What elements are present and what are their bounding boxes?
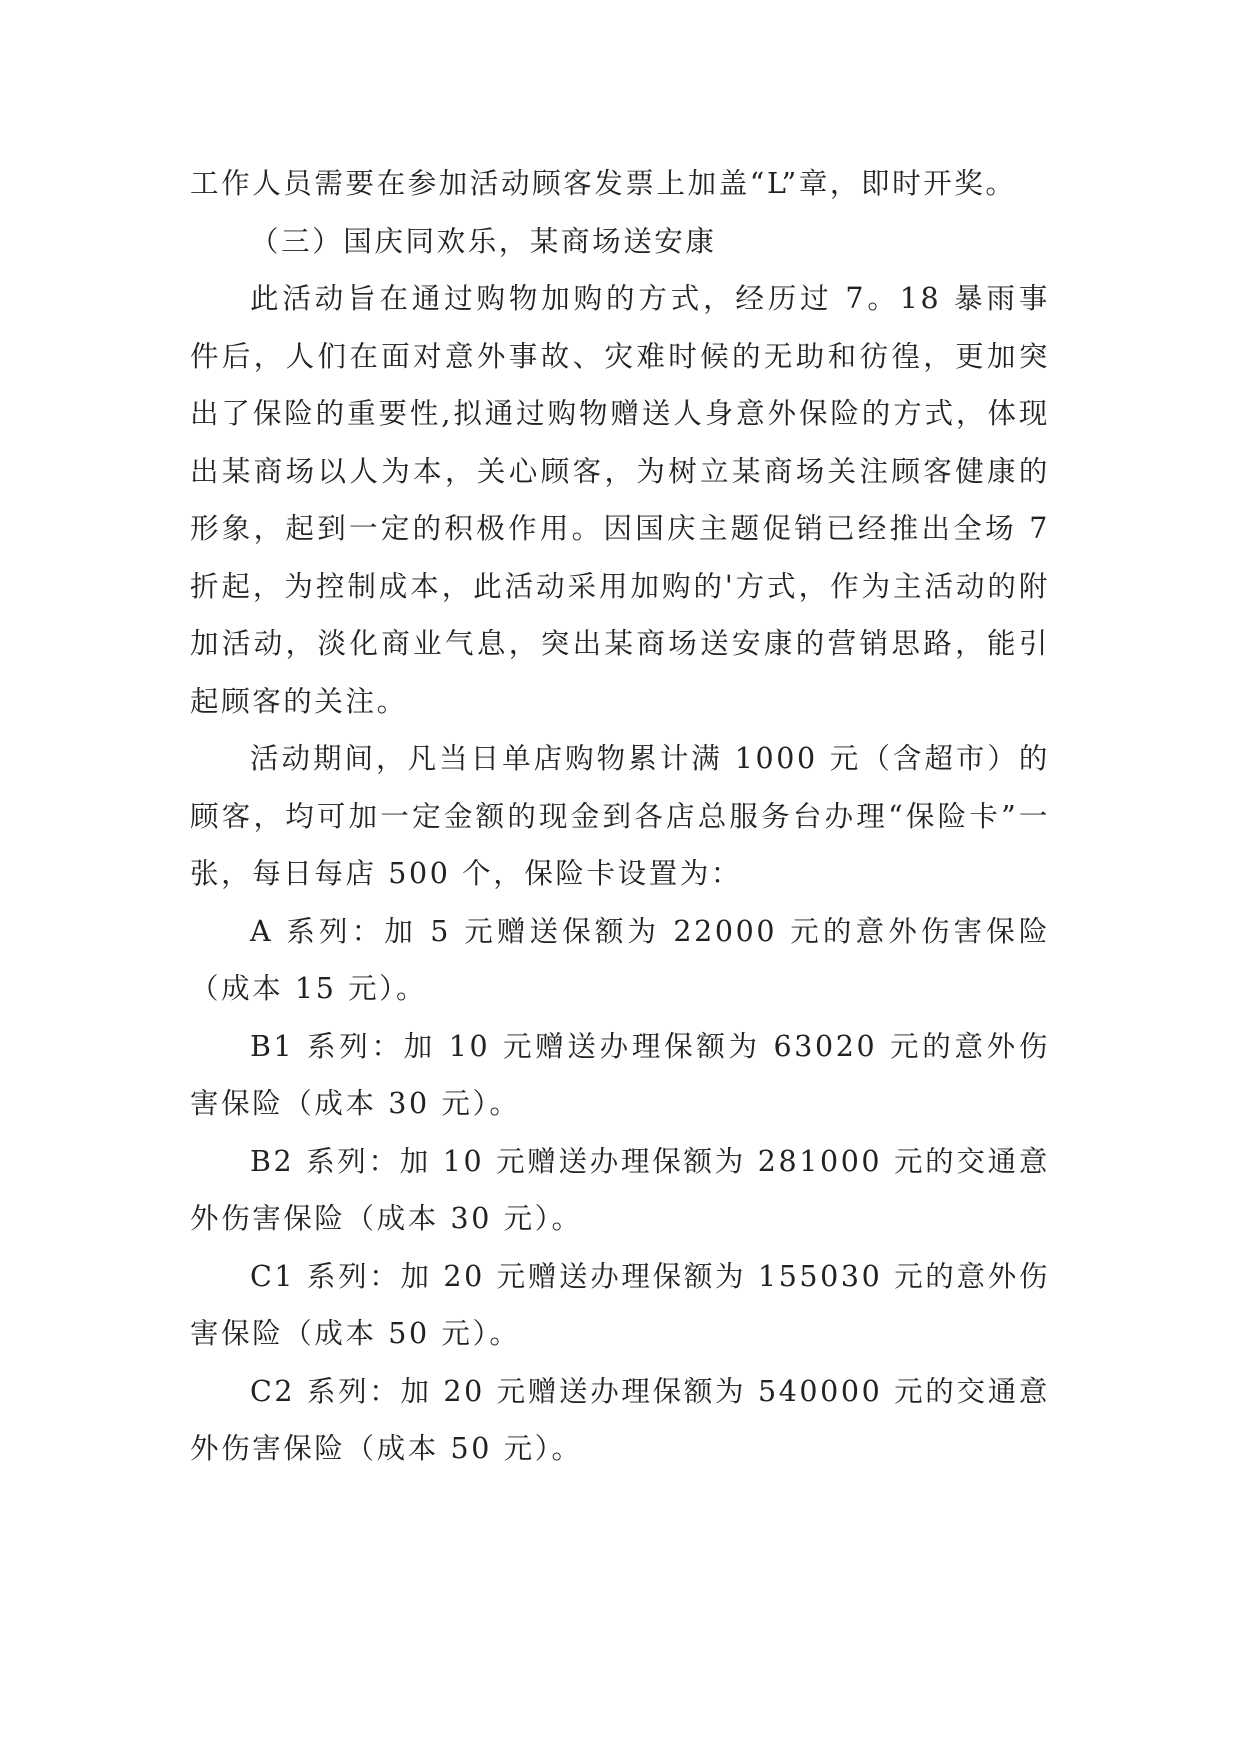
- list-item-series-a: A 系列：加 5 元赠送保额为 22000 元的意外伤害保险（成本 15 元）。: [190, 914, 1050, 1005]
- list-item-series-c2: C2 系列：加 20 元赠送办理保额为 540000 元的交通意外伤害保险（成本 50 元）。: [190, 1374, 1050, 1465]
- list-item-series-c1: C1 系列：加 20 元赠送办理保额为 155030 元的意外伤害保险（成本 50 元）。: [190, 1259, 1050, 1350]
- list-item-series-b2: B2 系列：加 10 元赠送办理保额为 281000 元的交通意外伤害保险（成本 30 元）。: [190, 1144, 1050, 1235]
- document-body: [190, 155, 1050, 1478]
- paragraph-stamp-instruction: 工作人员需要在参加活动顾客发票上加盖“L”章，即时开奖。: [190, 167, 1017, 200]
- paragraph-activity-rules: 活动期间，凡当日单店购物累计满 1000 元（含超市）的顾客，均可加一定金额的现金到各店总服务台办理“保险卡”一张，每日每店 500 个，保险卡设置为：: [190, 742, 1050, 890]
- section-heading: （三）国庆同欢乐，某商场送安康: [250, 224, 717, 258]
- paragraph-activity-purpose: 此活动旨在通过购物加购的方式，经历过 7。18 暴雨事件后，人们在面对意外事故、灾难时候的无助和彷徨，更加突出了保险的重要性,拟通过购物赠送人身意外保险的方式，体现出某商场以人为本，关心顾客，为树立某商场关注顾客健康的形象，起到一定的积极作用。因国庆主题促销已经推出全场 7 折起，为控制成本，此活动采用加购的'方式，作为主活动的附加活动，淡化商业气息，突出某商场送安康的营销思路，能引起顾客的关注。: [190, 282, 1050, 718]
- list-item-series-b1: B1 系列：加 10 元赠送办理保额为 63020 元的意外伤害保险（成本 30 元）。: [190, 1029, 1050, 1120]
